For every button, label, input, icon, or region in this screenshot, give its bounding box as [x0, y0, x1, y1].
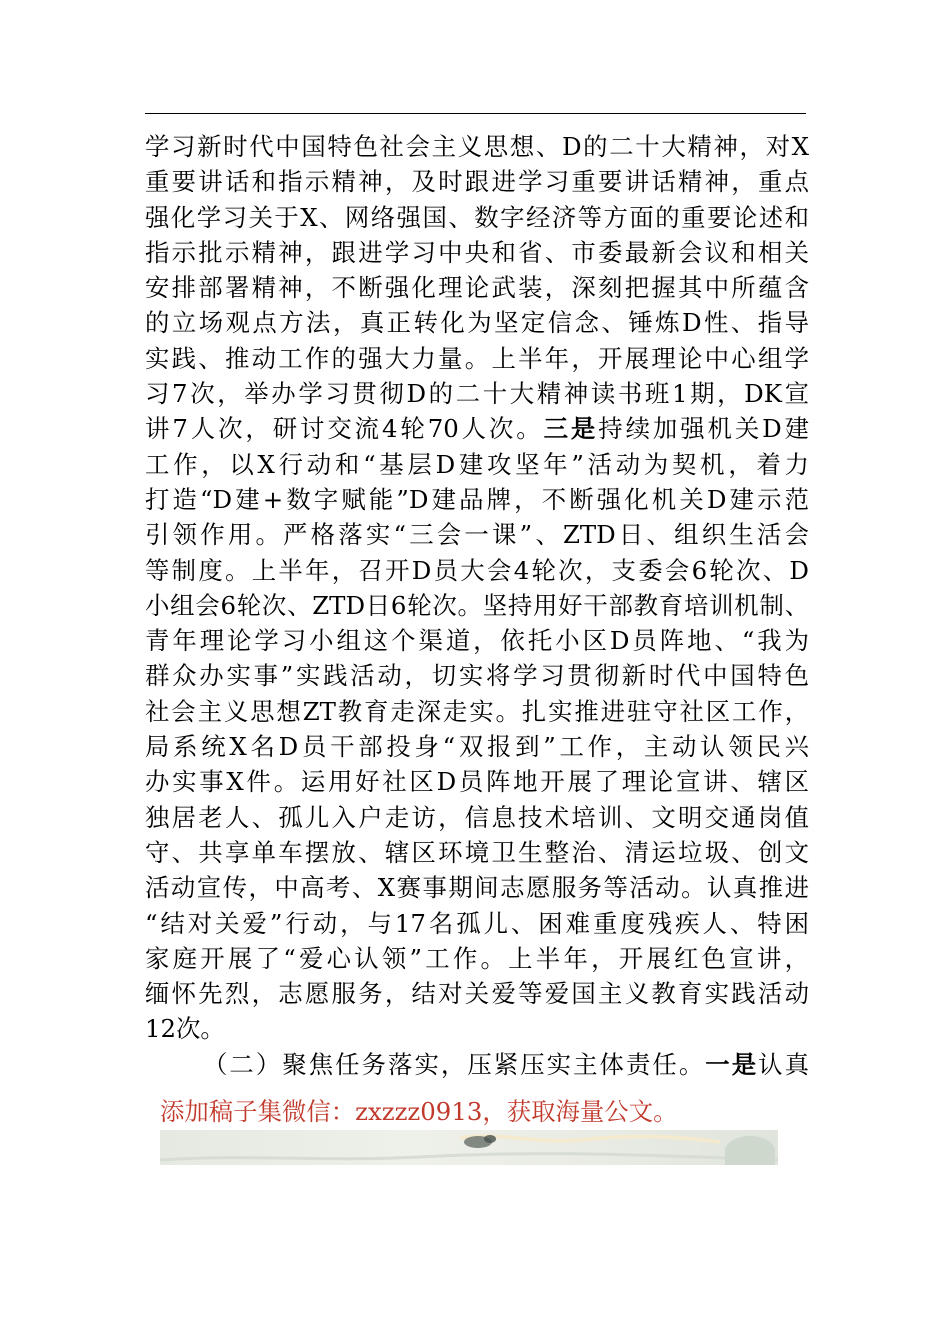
- body-line: 打造“D建+数字赋能”D建品牌，不断强化机关D建示范: [145, 484, 809, 514]
- body-line: 缅怀先烈，志愿服务，结对关爱等爱国主义教育实践活动: [145, 979, 809, 1009]
- body-line: 小组会6轮次、ZTD日6轮次。坚持用好干部教育培训机制、: [145, 590, 809, 620]
- emphasis-label: 三是: [543, 414, 599, 444]
- body-text-segment: 持续加强机关D建: [598, 414, 809, 444]
- document-body: [145, 129, 809, 1082]
- body-line: 等制度。上半年，召开D员大会4轮次，支委会6轮次、D: [145, 555, 809, 585]
- body-line: “结对关爱”行动，与17名孤儿、困难重度残疾人、特困: [145, 908, 809, 938]
- body-line: 学习新时代中国特色社会主义思想、D的二十大精神，对X: [145, 132, 809, 161]
- body-line: [145, 411, 809, 446]
- body-line: 家庭开展了“爱心认领”工作。上半年，开展红色宣讲，: [145, 943, 809, 973]
- banner-hill-shape: [725, 1136, 775, 1165]
- body-line: 强化学习关于X、网络强国、数字经济等方面的重要论述和: [145, 202, 809, 232]
- emphasis-label: 一是: [705, 1049, 759, 1079]
- body-line: 习7次，举办学习贯彻D的二十大精神读书班1期，DK宣: [145, 379, 809, 409]
- body-line: 安排部署精神，不断强化理论武装，深刻把握其中所蕴含: [145, 273, 809, 303]
- banner-decoration-icon: [160, 1130, 778, 1165]
- body-line: 引领作用。严格落实“三会一课”、ZTD日、组织生活会: [145, 520, 809, 550]
- body-line: 群众办实事”实践活动，切实将学习贯彻新时代中国特色: [145, 661, 809, 691]
- body-text-segment: 讲7人次，研讨交流4轮70人次。: [145, 414, 544, 444]
- body-line: 12次。: [145, 1014, 225, 1044]
- section-heading: （二）聚焦任务落实，压紧压实主体责任。: [203, 1049, 706, 1079]
- body-line: 指示批示精神，跟进学习中央和省、市委最新会议和相关: [145, 237, 809, 267]
- body-line: 办实事X件。运用好社区D员阵地开展了理论宣讲、辖区: [145, 767, 809, 797]
- body-line: 活动宣传，中高考、X赛事期间志愿服务等活动。认真推进: [145, 873, 809, 903]
- body-line: 的立场观点方法，真正转化为坚定信念、锤炼D性、指导: [145, 308, 809, 338]
- body-line: 社会主义思想ZT教育走深走实。扎实推进驻守社区工作，: [145, 696, 809, 726]
- header-rule: [145, 113, 806, 114]
- body-text-segment: 认真: [758, 1049, 809, 1079]
- body-line: 青年理论学习小组这个渠道，依托小区D员阵地、“我为: [145, 626, 809, 656]
- body-line: 工作，以X行动和“基层D建攻坚年”活动为契机，着力: [145, 449, 809, 479]
- promo-text: 添加稿子集微信：zxzzz0913，获取海量公文。: [160, 1097, 678, 1126]
- body-line: 独居老人、孤儿入户走访，信息技术培训、文明交通岗值: [145, 802, 809, 832]
- body-line: 守、共享单车摆放、辖区环境卫生整治、清运垃圾、创文: [145, 837, 809, 867]
- body-line: 局系统X名D员干部投身“双报到”工作，主动认领民兴: [145, 732, 809, 762]
- decorative-banner-image: [160, 1130, 778, 1165]
- body-line: 实践、推动工作的强大力量。上半年，开展理论中心组学: [145, 343, 809, 373]
- body-line: 重要讲话和指示精神，及时跟进学习重要讲话精神，重点: [145, 167, 809, 197]
- section-heading-line: [145, 1047, 809, 1082]
